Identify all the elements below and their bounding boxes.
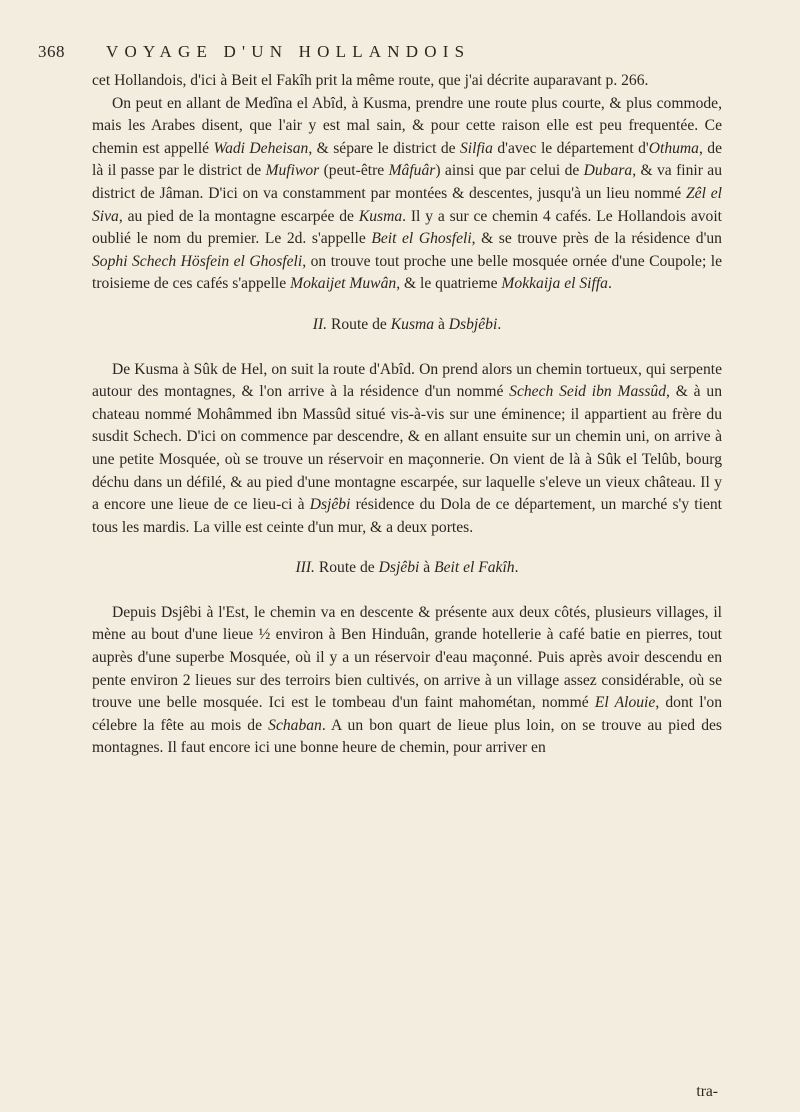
text-run: , & sépare le district de <box>308 139 460 157</box>
place-name: Beit el Ghosfeli <box>371 230 472 248</box>
month-name: Schaban <box>268 716 322 734</box>
catchword: tra- <box>696 1083 718 1100</box>
text-run: Route de <box>314 559 379 577</box>
text-run: , & va finir au district de Jâman. D'ici on va constamment par montées & descentes, jusqu'à un lieu nommé <box>92 162 722 202</box>
paragraph-section-3 <box>92 602 722 760</box>
text-run: . <box>514 559 519 577</box>
section-heading-3 <box>92 557 722 580</box>
text-run: , & le quatrieme <box>396 275 502 293</box>
person-name: Sophi Schech Hösfein el Ghosfeli <box>92 252 303 270</box>
running-title: VOYAGE D'UN HOLLANDOIS <box>106 42 471 61</box>
text-run: (peut-être <box>319 162 389 180</box>
text-run: , & à un chateau nommé Mohâmmed ibn Massûd situé vis-à-vis sur une éminence; il appartient au frère du susdit Schech. D'ici on commence par descendre, & en allant ensuite sur un chemin uni, on arrive à une petite Mosquée, où se trouve un réservoir en maçonnerie. On vient de là à Sûk el Telûb, bourg déchu dans un défilé, & au pied d'une montagne escarpée, sur laquelle s'eleve un vieux château. Il y a encore une lieue de ce lieu-ci à <box>92 383 722 514</box>
text-run: ) ainsi que par celui de <box>435 162 584 180</box>
place-name: Dsjêbi <box>378 559 420 577</box>
text-run: Route de <box>327 315 391 333</box>
text-run: à <box>419 559 435 577</box>
place-name: Dubara <box>583 162 633 180</box>
place-name: Kusma <box>390 315 435 333</box>
text-run: à <box>434 315 449 333</box>
place-name: Zêl el Siva <box>92 184 722 225</box>
place-name: Mokaijet Muwân <box>290 275 397 293</box>
text-run: , & se trouve près de la résidence d'un <box>471 230 722 248</box>
paragraph-route-overview <box>92 93 722 296</box>
text-run: cet Hollandois, d'ici à Beit el Fakîh prit la même route, que j'ai décrite auparavant p. 266. <box>92 72 649 89</box>
place-name: Dsjêbi <box>309 496 351 514</box>
place-name: Kusma <box>358 207 403 225</box>
page-number: 368 <box>38 42 65 61</box>
text-run: . <box>607 275 612 293</box>
page-header <box>38 30 722 64</box>
place-name: Wadi Deheisan <box>213 139 309 157</box>
text-run: , on trouve tout proche une belle mosquée ornée d'une Coupole; le troisieme de ces cafés s'appelle <box>92 252 723 293</box>
section-number: III. <box>295 559 315 577</box>
person-name: El Alouie <box>594 694 656 712</box>
text-run: De Kusma à Sûk de Hel, on suit la route d'Abîd. On prend alors un chemin tortueux, qui serpente autour des montagnes, & l'on arrive à la résidence d'un nommé <box>92 360 722 401</box>
section-heading-2 <box>92 314 722 337</box>
text-run: On peut en allant de Medîna el Abîd, à Kusma, prendre une route plus courte, & plus commode, mais les Arabes disent, que l'air y est mal sain, & pour cette raison elle est peu frequentée. Ce chemin est appellé <box>92 94 722 157</box>
text-run: d'avec le département d' <box>492 139 649 157</box>
place-name: Mokkaija el Siffa <box>501 275 608 293</box>
text-run: , dont l'on célebre la fête au mois de <box>92 694 722 734</box>
text-run: . A un bon quart de lieue plus loin, on se trouve au pied des montagnes. Il faut encore ici une bonne heure de chemin, pour arriver en <box>92 716 722 757</box>
text-run: . <box>497 315 502 333</box>
place-name: Mâfuâr <box>388 162 436 180</box>
person-name: Schech Seid ibn Massûd <box>509 383 667 401</box>
text-run: . Il y a sur ce chemin 4 cafés. Le Hollandois avoit oublié le nom du premier. Le 2d. s'appelle <box>92 207 722 248</box>
place-name: Dsbjêbi <box>448 315 498 333</box>
place-name: Mufiwor <box>265 162 320 180</box>
place-name: Silfia <box>460 139 493 157</box>
text-run: résidence du Dola de ce département, un marché s'y tient tous les mardis. La ville est ceinte d'un mur, & a deux portes. <box>92 496 722 536</box>
paragraph-continuation <box>92 70 722 93</box>
place-name: Beit el Fakîh <box>434 559 515 577</box>
place-name: Othuma <box>648 139 699 157</box>
text-run: , au pied de la montagne escarpée de <box>118 207 359 225</box>
text-run: , de là il passe par le district de <box>92 139 723 180</box>
section-number: II. <box>312 315 328 333</box>
paragraph-section-2 <box>92 359 722 540</box>
text-run: Depuis Dsjêbi à l'Est, le chemin va en descente & présente aux deux côtés, plusieurs villages, il mène au bout d'une lieue ½ environ à Ben Hinduân, grande hotellerie à café batie en pierres, tout auprès d'une superbe Mosquée, où il y a un réservoir d'eau maçonné. Puis après avoir descendu en pente environ 2 lieues sur des terroirs bien cultivés, on arrive à un village assez considérable, où se trouve une belle mosquée. Ici est le tombeau d'un faint mahométan, nommé <box>92 603 722 712</box>
